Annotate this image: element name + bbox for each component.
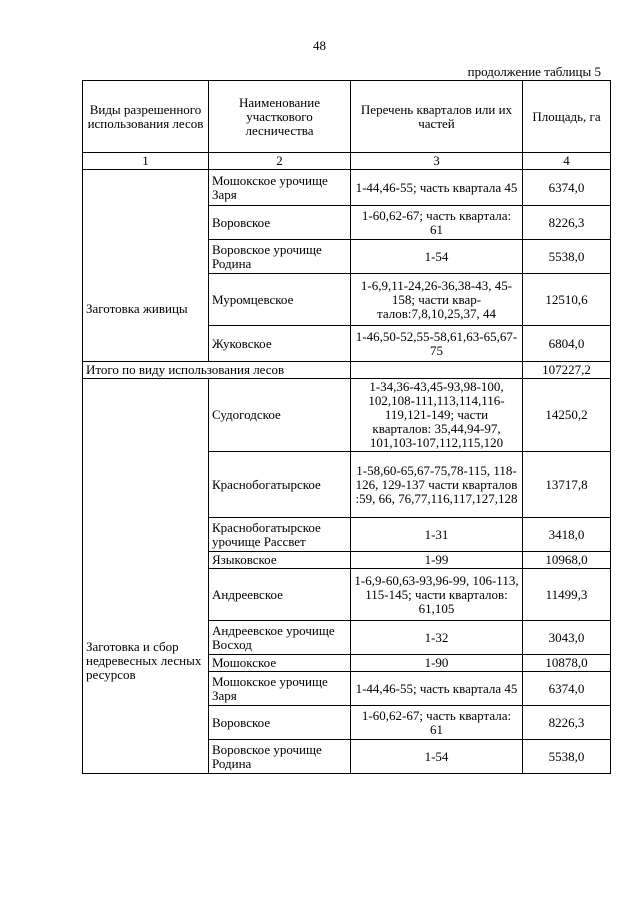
area-value: 10878,0 (523, 655, 611, 672)
header-usage-type: Виды разрешенного использования лесов (83, 81, 209, 153)
blocks-list: 1-34,36-43,45-93,98-100, 102,108-111,113,114,116-119,121-149; части кварталов: 35,44,94-97, 101,103-107,112,115,120 (351, 379, 523, 452)
total-label: Итого по виду использования лесов (83, 362, 351, 379)
forestry-name: Мошокское (209, 655, 351, 672)
forestry-name: Краснобогатырское урочище Рассвет (209, 518, 351, 552)
total-area: 107227,2 (523, 362, 611, 379)
area-value: 6374,0 (523, 672, 611, 706)
forestry-name: Воровское урочище Родина (209, 240, 351, 274)
forestry-name: Муромцевское (209, 274, 351, 326)
blocks-list: 1-60,62-67; часть квартала: 61 (351, 706, 523, 740)
area-value: 11499,3 (523, 569, 611, 621)
blocks-list: 1-32 (351, 621, 523, 655)
blocks-list: 1-60,62-67; часть квартала: 61 (351, 206, 523, 240)
page-number: 48 (313, 38, 326, 53)
area-value: 3043,0 (523, 621, 611, 655)
header-blocks-list: Перечень кварталов или их частей (351, 81, 523, 153)
forestry-name: Краснобогатырское (209, 452, 351, 518)
table-continuation-label: продолжение таблицы 5 (467, 64, 601, 79)
blocks-list: 1-44,46-55; часть квартала 45 (351, 170, 523, 206)
area-value: 6374,0 (523, 170, 611, 206)
column-number: 1 (83, 153, 209, 170)
area-value: 14250,2 (523, 379, 611, 452)
blocks-list: 1-46,50-52,55-58,61,63-65,67-75 (351, 326, 523, 362)
forest-use-table (82, 80, 611, 774)
forestry-name: Мошокское урочище Заря (209, 672, 351, 706)
blocks-list: 1-31 (351, 518, 523, 552)
header-forestry-name: Наименование участкового лесничества (209, 81, 351, 153)
area-value: 5538,0 (523, 240, 611, 274)
table-row (83, 379, 611, 452)
column-numbering-row (83, 153, 611, 170)
forestry-name: Воровское (209, 706, 351, 740)
usage-type-label: Заготовка и сбор недревесных лесных ресурсов (86, 639, 202, 682)
forestry-name: Языковское (209, 552, 351, 569)
area-value: 8226,3 (523, 706, 611, 740)
column-number: 4 (523, 153, 611, 170)
blocks-list: 1-54 (351, 240, 523, 274)
usage-type-cell (83, 170, 209, 362)
area-value: 3418,0 (523, 518, 611, 552)
forestry-name: Мошокское урочище Заря (209, 170, 351, 206)
blocks-list: 1-90 (351, 655, 523, 672)
forestry-name: Жуковское (209, 326, 351, 362)
blocks-list: 1-54 (351, 740, 523, 774)
usage-type-cell (83, 379, 209, 774)
area-value: 6804,0 (523, 326, 611, 362)
blocks-list: 1-44,46-55; часть квартала 45 (351, 672, 523, 706)
forestry-name: Судогодское (209, 379, 351, 452)
blocks-list: 1-58,60-65,67-75,78-115, 118-126, 129-137 части кварталов :59, 66, 76,77,116,117,127,128 (351, 452, 523, 518)
area-value: 12510,6 (523, 274, 611, 326)
area-value: 8226,3 (523, 206, 611, 240)
header-area: Площадь, га (523, 81, 611, 153)
blocks-list: 1-99 (351, 552, 523, 569)
table-row (83, 170, 611, 206)
forestry-name: Андреевское урочище Восход (209, 621, 351, 655)
total-blocks-empty (351, 362, 523, 379)
area-value: 13717,8 (523, 452, 611, 518)
blocks-list: 1-6,9,11-24,26-36,38-43, 45-158; части квар-талов:7,8,10,25,37, 44 (351, 274, 523, 326)
forestry-name: Воровское урочище Родина (209, 740, 351, 774)
forestry-name: Андреевское (209, 569, 351, 621)
area-value: 10968,0 (523, 552, 611, 569)
column-number: 2 (209, 153, 351, 170)
area-value: 5538,0 (523, 740, 611, 774)
total-row (83, 362, 611, 379)
column-number: 3 (351, 153, 523, 170)
table-header-row (83, 81, 611, 153)
forestry-name: Воровское (209, 206, 351, 240)
blocks-list: 1-6,9-60,63-93,96-99, 106-113, 115-145; части кварталов: 61,105 (351, 569, 523, 621)
usage-type-label: Заготовка живицы (86, 300, 188, 316)
